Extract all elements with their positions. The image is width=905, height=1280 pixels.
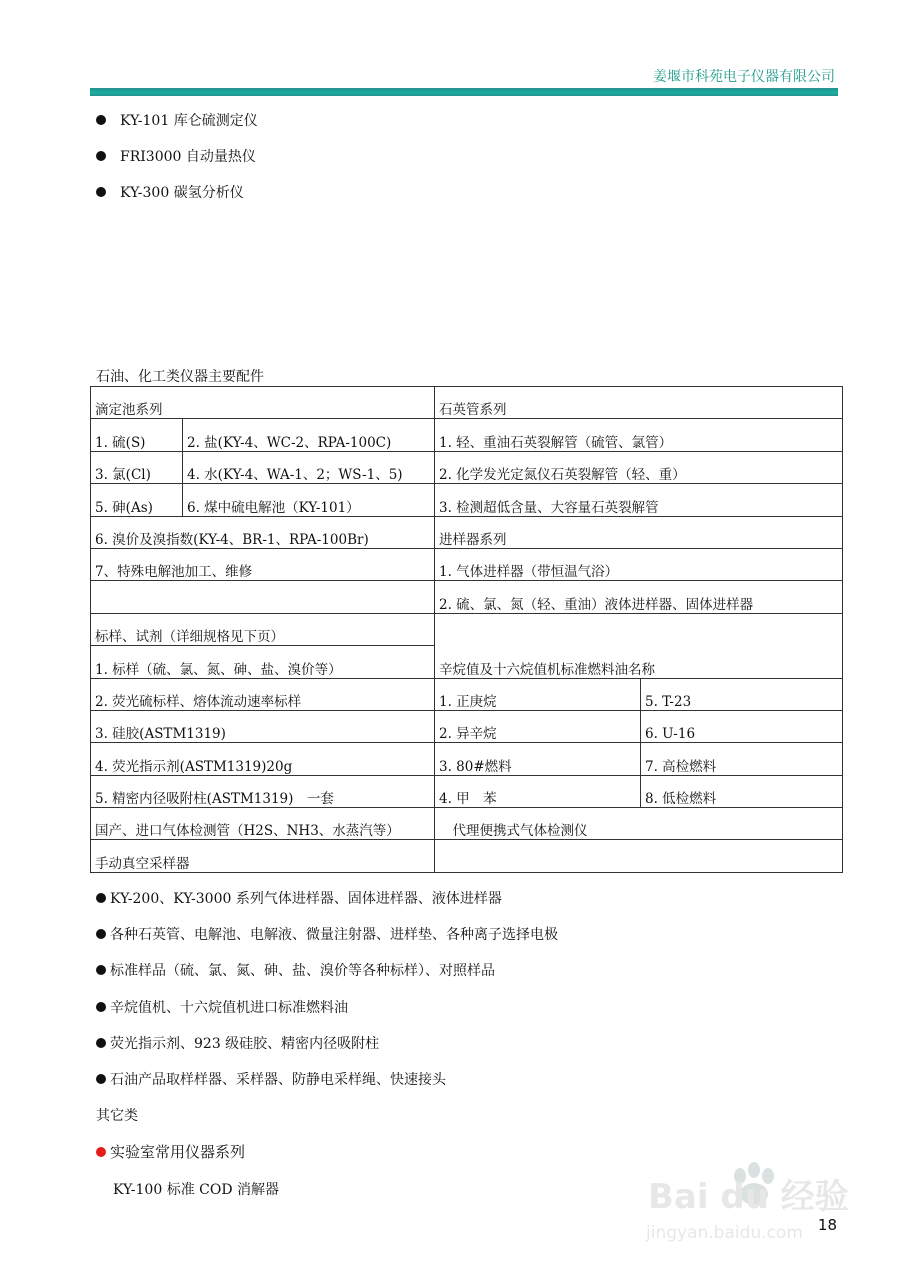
table-cell: 2. 荧光硫标样、熔体流动速率标样 <box>91 678 435 710</box>
table-row <box>91 646 843 678</box>
table-cell: 1. 标样（硫、氯、氮、砷、盐、溴价等） <box>91 646 435 678</box>
table-cell: 4. 甲 苯 <box>435 775 641 807</box>
table-cell <box>435 613 843 645</box>
table-row <box>91 451 843 483</box>
table-cell: 1. 气体进样器（带恒温气浴） <box>435 548 843 580</box>
table-row <box>91 516 843 548</box>
list-item: KY-300 碳氢分析仪 <box>96 182 244 202</box>
table-row <box>91 678 843 710</box>
bullet-icon <box>96 1038 106 1048</box>
list-item: 石油产品取样样器、采样器、防静电采样绳、快速接头 <box>96 1069 446 1089</box>
bullet-icon <box>96 187 106 197</box>
bullet-icon <box>96 965 106 975</box>
table-cell: 3. 氯(Cl) <box>91 451 183 483</box>
header-rule <box>90 88 838 96</box>
bullet-icon <box>96 151 106 161</box>
list-item: FRI3000 自动量热仪 <box>96 146 256 166</box>
table-cell: 3. 硅胶(ASTM1319) <box>91 710 435 742</box>
list-item: KY-200、KY-3000 系列气体进样器、固体进样器、液体进样器 <box>96 888 502 908</box>
list-item: KY-101 库仑硫测定仪 <box>96 110 258 130</box>
table-cell: 6. U-16 <box>641 710 843 742</box>
table-cell: 1. 轻、重油石英裂解管（硫管、氯管） <box>435 419 843 451</box>
table-cell: 6. 溴价及溴指数(KY-4、BR-1、RPA-100Br) <box>91 516 435 548</box>
watermark-brand: Bai du 经验 <box>648 1177 849 1217</box>
lab-item: KY-100 标准 COD 消解器 <box>113 1182 280 1198</box>
table-cell: 石英管系列 <box>435 387 843 419</box>
bullet-icon <box>96 929 106 939</box>
table-cell: 3. 80#燃料 <box>435 743 641 775</box>
table-cell <box>91 581 435 613</box>
bullet-icon <box>96 1074 106 1084</box>
table-cell: 4. 荧光指示剂(ASTM1319)20g <box>91 743 435 775</box>
table-cell: 辛烷值及十六烷值机标准燃料油名称 <box>435 646 843 678</box>
watermark-url: jingyan.baidu.com <box>646 1223 803 1243</box>
table-cell: 2. 异辛烷 <box>435 710 641 742</box>
table-row <box>91 808 843 840</box>
table-cell: 进样器系列 <box>435 516 843 548</box>
table-cell: 3. 检测超低含量、大容量石英裂解管 <box>435 484 843 516</box>
red-bullet-icon <box>96 1147 106 1157</box>
table-cell <box>435 840 843 872</box>
table-cell: 滴定池系列 <box>91 387 435 419</box>
table-cell: 1. 正庚烷 <box>435 678 641 710</box>
lab-series-title: 实验室常用仪器系列 <box>96 1141 245 1162</box>
table-cell: 2. 化学发光定氮仪石英裂解管（轻、重） <box>435 451 843 483</box>
bullet-icon <box>96 893 106 903</box>
table-cell: 国产、进口气体检测管（H2S、NH3、水蒸汽等） <box>91 808 435 840</box>
table-cell: 标样、试剂（详细规格见下页） <box>91 613 435 645</box>
table-cell: 手动真空采样器 <box>91 840 435 872</box>
table-cell: 4. 水(KY-4、WA-1、2；WS-1、5) <box>183 451 435 483</box>
table-row <box>91 743 843 775</box>
table-row <box>91 775 843 807</box>
bullet-icon <box>96 1002 106 1012</box>
company-name: 姜堰市科苑电子仪器有限公司 <box>653 69 835 85</box>
table-cell: 5. 砷(As) <box>91 484 183 516</box>
table-row <box>91 840 843 872</box>
list-item: 荧光指示剂、923 级硅胶、精密内径吸附柱 <box>96 1033 379 1053</box>
table-row <box>91 419 843 451</box>
table-cell: 1. 硫(S) <box>91 419 183 451</box>
table-cell: 2. 盐(KY-4、WC-2、RPA-100C) <box>183 419 435 451</box>
table-cell: 5. 精密内径吸附柱(ASTM1319) 一套 <box>91 775 435 807</box>
table-row <box>91 548 843 580</box>
table-cell: 7. 高检燃料 <box>641 743 843 775</box>
table-cell: 8. 低检燃料 <box>641 775 843 807</box>
table-cell: 5. T-23 <box>641 678 843 710</box>
table-cell: 2. 硫、氯、氮（轻、重油）液体进样器、固体进样器 <box>435 581 843 613</box>
list-item: 标准样品（硫、氯、氮、砷、盐、溴价等各种标样）、对照样品 <box>96 960 495 980</box>
table-row <box>91 581 843 613</box>
table-row <box>91 710 843 742</box>
list-item: 辛烷值机、十六烷值机进口标准燃料油 <box>96 997 348 1017</box>
bullet-icon <box>96 115 106 125</box>
table-cell: 7、特殊电解池加工、维修 <box>91 548 435 580</box>
list-item: 各种石英管、电解池、电解液、微量注射器、进样垫、各种离子选择电极 <box>96 924 558 944</box>
table-cell: 6. 煤中硫电解池（KY-101） <box>183 484 435 516</box>
baidu-watermark <box>640 1150 855 1250</box>
other-category-title: 其它类 <box>96 1108 138 1124</box>
page-number: 18 <box>817 1216 837 1234</box>
table-title: 石油、化工类仪器主要配件 <box>96 369 264 385</box>
table-row <box>91 613 843 645</box>
accessories-table <box>90 386 843 873</box>
table-cell: 代理便携式气体检测仪 <box>435 808 843 840</box>
table-row <box>91 484 843 516</box>
table-row <box>91 387 843 419</box>
